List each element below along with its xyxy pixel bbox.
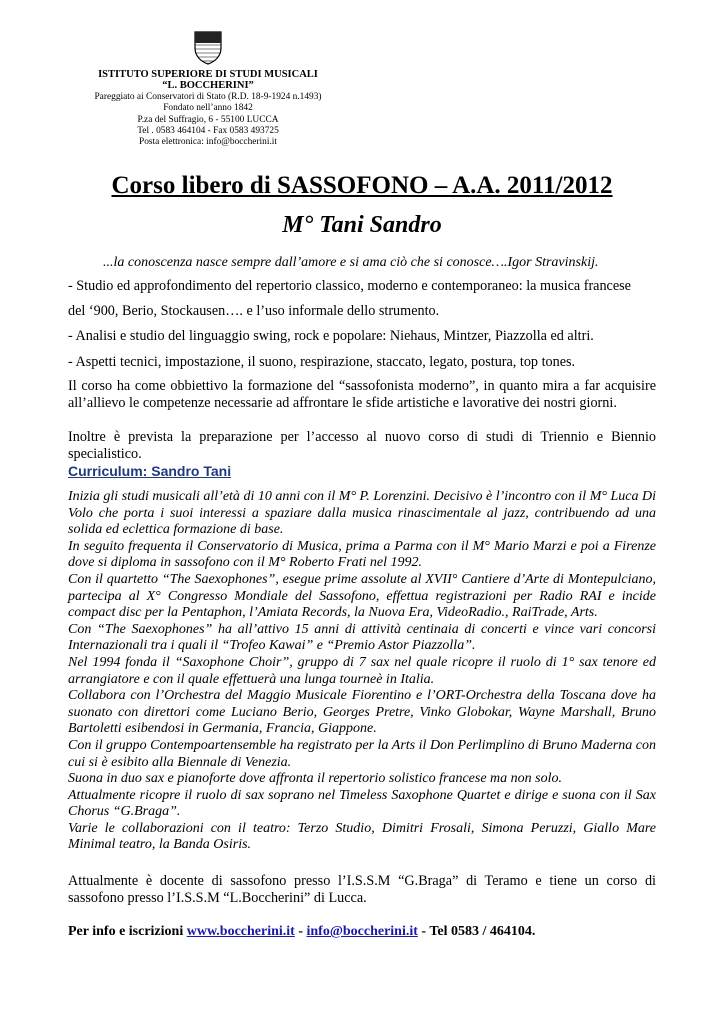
curriculum-paragraph: Varie le collaborazioni con il teatro: Terzo Studio, Dimitri Frosali, Simona Peruzzi, Giallo Mare Minimal teatro, la Banda Osiris. [68, 820, 656, 853]
program-item: - Aspetti tecnici, impostazione, il suono, respirazione, staccato, legato, postura, top tones. [68, 354, 576, 370]
shield-crest-icon [193, 31, 223, 65]
institute-info-line: Fondato nell’anno 1842 [163, 103, 253, 114]
institute-name: ISTITUTO SUPERIORE DI STUDI MUSICALI [98, 69, 318, 80]
course-objective: Il corso ha come obbiettivo la formazione del “sassofonista moderno”, in quanto mira a far acquisire all’allievo le competenze necessarie ad affrontare le sfide artistiche e lavorative dei nostri giorni. [68, 378, 656, 411]
institute-info-line: Pareggiato ai Conservatori di Stato (R.D. 18-9-1924 n.1493) [94, 91, 322, 102]
email-link[interactable]: info@boccherini.it [306, 924, 418, 939]
curriculum-paragraph: In seguito frequenta il Conservatorio di Musica, prima a Parma con il M° Mario Marzi e poi a Firenze dove si diploma in sassofono con il M° Roberto Frati nel 1992. [68, 538, 656, 571]
curriculum-paragraph: Inizia gli studi musicali all’età di 10 anni con il M° P. Lorenzini. Decisivo è l’incontro con il M° Luca Di Volo che porta i suoi interessi a spaziare dalla musica rinascimentale al jazz, contribuendo ad una solida ed eclettica formazione di base. [68, 489, 656, 538]
course-title: Corso libero di SASSOFONO – A.A. 2011/2012 [111, 172, 613, 199]
curriculum-heading: Curriculum: Sandro Tani [68, 463, 232, 479]
footer-prefix: Per info e iscrizioni [68, 924, 187, 939]
institute-subname: “L. BOCCHERINI” [162, 80, 254, 92]
program-item: del ‘900, Berio, Stockausen…. e l’uso informale dello strumento. [68, 303, 440, 319]
footer-contact [68, 924, 535, 940]
curriculum-paragraph: Con il quartetto “The Saexophones”, esegue prime assolute al XVII° Cantiere d’Arte di Montepulciano, partecipa al X° Congresso Mondiale del Sassofono, effettua registrazioni per Radio RAI e incide compact disc per la Pentaphon, l’Amiata Records, la Nuova Era, VideoRadio., RaiTrade, Arts. [68, 571, 656, 621]
curriculum-paragraph: Nel 1994 fonda il “Saxophone Choir”, gruppo di 7 sax nel quale ricopre il ruolo di 1° sax tenore ed arrangiatore e con il quale effettuerà una lunga tourneè in Italia. [68, 654, 656, 687]
footer-separator: - [294, 924, 307, 939]
curriculum-paragraph: Con il gruppo Contempoartensemble ha registrato per la Arts il Don Perlimplino di Bruno Maderna con cui si è esibito alla Biennale di Venezia. [68, 737, 656, 770]
footer-phone: - Tel 0583 / 464104. [417, 924, 536, 939]
course-preparation: Inoltre è prevista la preparazione per l’accesso al nuovo corso di studi di Triennio e Biennio specialistico. [68, 429, 656, 462]
teacher-name: M° Tani Sandro [282, 212, 442, 238]
curriculum-body [68, 489, 656, 854]
curriculum-paragraph: Suona in duo sax e pianoforte dove affronta il repertorio solistico francese ma non solo. [68, 771, 562, 787]
program-item: - Analisi e studio del linguaggio swing, rock e popolare: Niehaus, Mintzer, Piazzolla ed altri. [68, 328, 594, 344]
institute-email: Posta elettronica: info@boccherini.it [138, 137, 278, 148]
institute-header [60, 69, 356, 149]
quote: ...la conoscenza nasce sempre dall’amore e si ama ciò che si conosce….Igor Stravinskij. [103, 255, 599, 270]
curriculum-paragraph: Con “The Saexophones” ha all’attivo 15 anni di attività centinaia di concerti e vince vari concorsi Internazionali tra i quali il “Trofeo Kawai” e “Premio Astor Piazzolla”. [68, 621, 656, 654]
program-item: - Studio ed approfondimento del repertorio classico, moderno e contemporaneo: la musica francese [68, 278, 631, 294]
website-link[interactable]: www.boccherini.it [186, 924, 295, 939]
closing-paragraph: Attualmente è docente di sassofono presso l’I.S.S.M “G.Braga” di Teramo e tiene un corso di sassofono presso l’I.S.S.M “L.Boccherini” di Lucca. [68, 873, 656, 906]
institute-phone: Tel . 0583 464104 - Fax 0583 493725 [137, 126, 279, 137]
curriculum-paragraph: Attualmente ricopre il ruolo di sax soprano nel Timeless Saxophone Quartet e dirige e suona con il Sax Chorus “G.Braga”. [68, 787, 656, 820]
institute-address: P.za del Suffragio, 6 - 55100 LUCCA [137, 114, 279, 125]
curriculum-paragraph: Collabora con l’Orchestra del Maggio Musicale Fiorentino e l’ORT-Orchestra della Toscana dove ha suonato con direttori come Luciano Berio, Georges Pretre, Vinko Globokar, Wayne Marshall, Bruno Bartoletti esibendosi in Germania, Francia, Giappone. [68, 688, 656, 737]
